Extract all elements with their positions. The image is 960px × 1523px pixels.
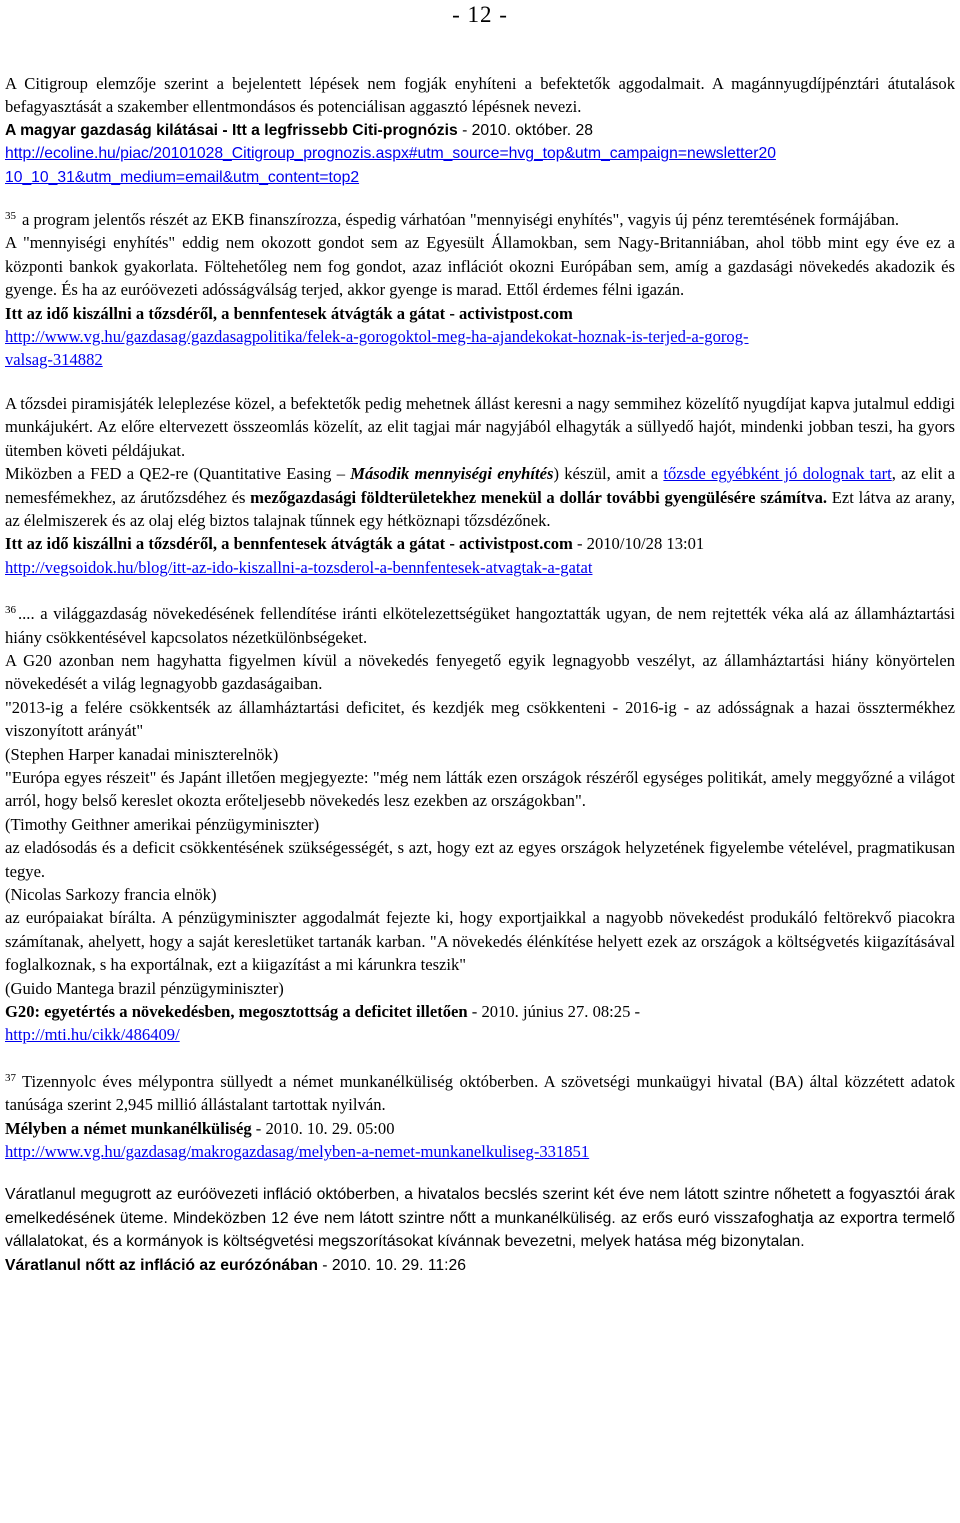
footnote-number-36: 36 — [5, 604, 16, 617]
page-number: - 12 - — [452, 2, 508, 27]
fn36-attribution-2: (Timothy Geithner amerikai pénzügyminiszter) — [5, 814, 320, 834]
fn35-inline-link[interactable]: tőzsde egyébként jó dolognak tart — [663, 464, 892, 484]
fn36-url[interactable] — [5, 1023, 955, 1046]
fn36-attribution-3: (Nicolas Sarkozy francia elnök) — [5, 885, 217, 904]
fn35-source-2 — [5, 532, 955, 555]
fn35-source-2-date: - 2010/10/28 13:01 — [572, 534, 705, 554]
fn36-url-link[interactable]: http://mti.hu/cikk/486409/ — [5, 1025, 180, 1045]
fn37-source-date: - 2010. 10. 29. 05:00 — [251, 1118, 395, 1138]
fn37-paragraph-2: Váratlanul megugrott az euróövezeti infláció októberben, a hivatalos becslés szerint két éve nem látott szintre nőhetett a fogyasztói árak emelkedésének üteme. Mindeközben 12 éve nem látott szintre nőtt a munkanélküliség. az erős euró visszafoghatja az exportra termelő vállalatokat, és a kormányok is költségvetési megszorításokat kívánnak bevezetni, melyek hatása még bizonytalan. — [5, 1186, 955, 1251]
fn37-source-2 — [5, 1254, 955, 1277]
fn37-url[interactable] — [5, 1140, 955, 1163]
fn35-url[interactable] — [5, 325, 955, 372]
page-content — [5, 72, 955, 1277]
fn35-paragraph-4: Miközben a FED a QE2-re (Quantitative Easing – Második mennyiségi enyhítés) készül, amit a tőzsde egyébként jó dolognak tart, az elit a nemesfémekhez, az árutőzsdéhez és mezőgazdasági földterületekhez menekül a dollár további gyengülésére számítva. Ezt látva az arany, az élelmiszerek és az olaj elég biztos talajnak tűnnek egy hétköznapi tőzsdézőnek. — [5, 464, 955, 530]
fn36-quote-2: "Európa egyes részeit" és Japánt illetően megjegyezte: "még nem látták ezen országok részéről egységes politikát, amely meggyőzné a világot arról, hogy belső kereslet okozta erőteljesebb növekedés lesz ezekben az országokban". — [5, 767, 955, 811]
fn36-quote-1: "2013-ig a felére csökkentsék az államháztartási deficitet, és kezdjék meg csökkenteni - 2016-ig - az adósságnak a hazai össztermékhez viszonyított arányát" — [5, 697, 955, 741]
fn36-paragraph-2: A G20 azonban nem hagyhatta figyelmen kívül a növekedés fenyegető egyik legnagyobb veszélyt, az államháztartási hiány könyörtelen növekedését a világ legnagyobb gazdaságaiban. — [5, 650, 955, 694]
footnote-number-35: 35 — [5, 210, 16, 223]
fn37-source-title: Mélyben a német munkanélküliség — [5, 1118, 252, 1138]
fn37-source-2-date: - 2010. 10. 29. 11:26 — [317, 1256, 466, 1274]
fn34-url-link[interactable] — [5, 145, 776, 185]
fn34-url-line1[interactable]: http://ecoline.hu/piac/20101028_Citigroup_prognozis.aspx#utm_source=hvg_top&utm_campaign=newsletter20 — [5, 145, 776, 163]
fn36-source-title: G20: egyetértés a növekedésben, megosztottság a deficitet illetően — [5, 1002, 468, 1022]
fn36-source-date: - 2010. június 27. 08:25 - — [467, 1002, 641, 1022]
fn34-source-date: - 2010. október. 28 — [457, 121, 593, 139]
fn36-attribution-1: (Stephen Harper kanadai miniszterelnök) — [5, 744, 279, 764]
fn35-paragraph-3: A tőzsdei piramisjáték leleplezése közel, a befektetők pedig mehetnek állást keresni a nagy semmihez közelítő nyugdíjat kapva jutalmul eddigi munkájukért. Az előre eltervezett összeomlás közelít, az elit tagjai már nagyjából elhagyták a süllyedő hajót, mindenki jobban teszi, ha gyors ütemben követi példájukat. — [5, 393, 955, 460]
fn36-attribution-4: (Guido Mantega brazil pénzügyminiszter) — [5, 978, 284, 998]
fn37-url-link[interactable]: http://www.vg.hu/gazdasag/makrogazdasag/melyben-a-nemet-munkanelkuliseg-331851 — [5, 1142, 590, 1162]
fn35-url-line2[interactable]: valsag-314882 — [5, 350, 103, 370]
fn36-source — [5, 1000, 955, 1023]
fn37-source-2-title: Váratlanul nőtt az infláció az eurózónában — [5, 1256, 318, 1274]
fn34-paragraph: A Citigroup elemzője szerint a bejelentett lépések nem fogják enyhíteni a befektetők aggodalmait. A magánnyugdíjpénztári átutalások befagyasztását a szakember ellentmondásos és potenciálisan aggasztó lépésnek nevezi. — [5, 74, 955, 117]
fn35-source-title: Itt az idő kiszállni a tőzsdéről, a bennfentesek átvágták a gátat - activistpost.com — [5, 303, 573, 323]
fn35-italic-term: Második mennyiségi enyhítés — [350, 464, 554, 484]
fn36-paragraph-1: $^{36}$ .... a világgazdaság növekedésének fellendítése iránti elkötelezettségüket hangoztatták ugyan, de nem rejtették véka alá az államháztartási hiány csökkentésével kapcsolatos nézetkülönbségeket. — [5, 604, 955, 647]
fn37-paragraph-1: $^{37}$ Tizennyolc éves mélypontra süllyedt a német munkanélküliség októberben. A szövetségi munkaügyi hivatal (BA) által közzétett adatok tanúsága szerint 2,945 millió állástalant tartottak nyilván. — [5, 1071, 955, 1115]
fn34-source-title: A magyar gazdaság kilátásai - Itt a legfrissebb Citi-prognózis — [5, 121, 458, 139]
footnote-number-37: 37 — [5, 1071, 16, 1084]
fn35-url-link[interactable] — [5, 327, 749, 369]
fn35-url-2[interactable] — [5, 556, 955, 579]
fn35-paragraph-1: $^{35}$ a program jelentős részét az EKB finanszírozza, éspedig várhatóan "mennyiségi enyhítés", vagyis új pénz teremtésének formájában. — [5, 210, 900, 230]
fn34-url-line2[interactable]: 10_10_31&utm_medium=email&utm_content=top2 — [5, 168, 360, 186]
fn36-quote-4: az európaiakat bírálta. A pénzügyminiszter aggodalmát fejezte ki, hogy exportjaikkal a nagyobb növekedést produkáló feltörekvő piacokra számítanak, ahelyett, hogy a saját keresletüket tartanák karban. "A növekedés élénkítése helyett ezek az országok a költségvetés kiigazításával foglalkoznak, s ha exportálnak, ezt a kiigazítást a mi kárunkra teszik" — [5, 908, 955, 975]
fn35-url-2-link[interactable]: http://vegsoidok.hu/blog/itt-az-ido-kiszallni-a-tozsderol-a-bennfentesek-atvagtak-a-gatat — [5, 557, 593, 577]
fn35-paragraph-2: A "mennyiségi enyhítés" eddig nem okozott gondot sem az Egyesült Államokban, sem Nagy-Britanniában, ahol több mint egy éve ez a központi bankok gyakorlata. Föltehetőleg nem fog gondot, azaz inflációt okozni Európában sem, amíg a gazdasági növekedés akadozik és gyenge. És ha az euróövezeti adósságválság terjed, akkor gyenge is marad. Ettől érdemes félni igazán. — [5, 233, 955, 300]
fn35-source-2-title: Itt az idő kiszállni a tőzsdéről, a bennfentesek átvágták a gátat - activistpost.com — [5, 534, 573, 554]
fn34-source — [5, 119, 955, 142]
fn35-source — [5, 302, 955, 325]
fn34-url[interactable] — [5, 142, 955, 189]
fn35-url-line1[interactable]: http://www.vg.hu/gazdasag/gazdasagpolitika/felek-a-gorogoktol-meg-ha-ajandekokat-hoznak-is-terjed-a-gorog- — [5, 327, 749, 347]
fn37-source — [5, 1117, 955, 1140]
fn36-quote-3: az eladósodás és a deficit csökkentésének szükségességét, s azt, hogy ezt az egyes országok helyzetének figyelembe vételével, pragmatikusan tegye. — [5, 838, 955, 881]
fn35-bold-phrase: mezőgazdasági földterületekhez menekül a dollár további gyengülésére számítva. — [250, 487, 828, 507]
